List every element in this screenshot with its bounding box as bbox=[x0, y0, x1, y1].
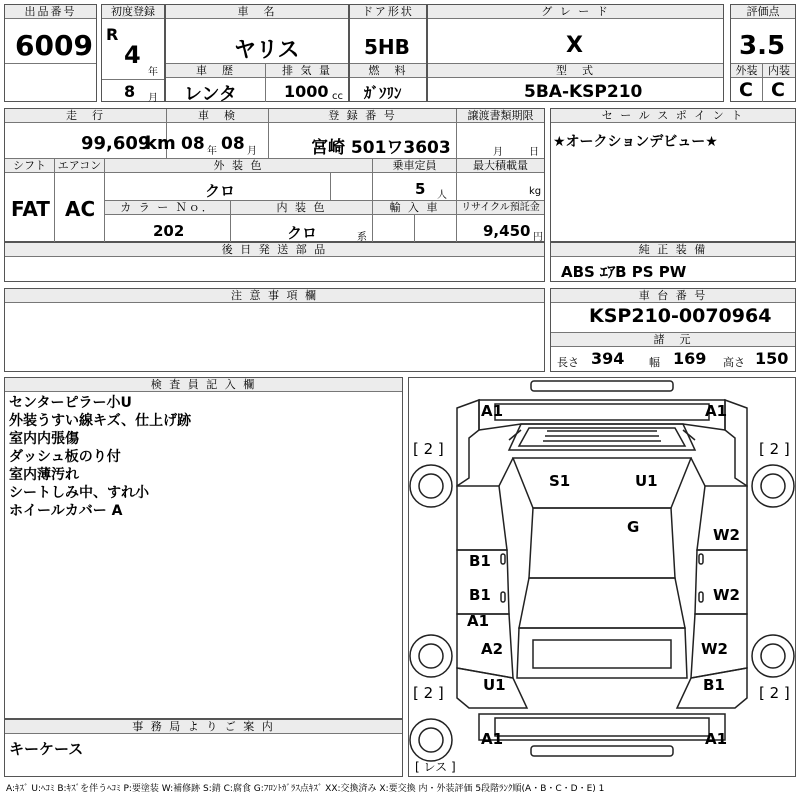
insp-month: 08 bbox=[221, 134, 245, 154]
code-w2-right-1: W2 bbox=[713, 526, 740, 544]
int-color: クロ bbox=[287, 224, 318, 242]
sales-point-box bbox=[550, 108, 796, 242]
code-g: G bbox=[627, 518, 640, 536]
first-reg-label: 初度登録 bbox=[102, 5, 164, 19]
car-name-label: 車 名 bbox=[166, 5, 348, 19]
inspector-line: 室内薄汚れ bbox=[9, 467, 79, 483]
car-name-box bbox=[165, 4, 349, 105]
ext-score-label: 外装 bbox=[731, 64, 763, 78]
int-color-label: 内 装 色 bbox=[231, 201, 373, 215]
code-b1-left-2: B1 bbox=[469, 586, 491, 604]
displacement: 1000 bbox=[284, 82, 329, 101]
ext-color: クロ bbox=[205, 182, 236, 200]
inspector-line: 外装うすい線キズ、仕上げ跡 bbox=[9, 413, 192, 429]
plate-number: 宮崎 501ワ3603 bbox=[311, 138, 451, 158]
legend: A:ｷｽﾞ U:ﾍｺﾐ B:ｷｽﾞを伴うﾍｺﾐ P:要塗装 W:補修跡 S:錆 C:腐食 G:ﾌﾛﾝﾄｶﾞﾗｽ点ｷｽﾞ XX:交換済み X:要交換 内・外装評価 5段階ﾗﾝｸ順(A・B・C・D・E) 1 bbox=[6, 784, 605, 794]
grade-label: グ レ ー ド bbox=[428, 5, 723, 19]
office-label: 事 務 局 よ り ご 案 内 bbox=[5, 720, 402, 734]
code-a1-bottom-right: A1 bbox=[705, 730, 728, 748]
ac: AC bbox=[65, 197, 96, 221]
code-a2: A2 bbox=[481, 640, 504, 658]
import-label: 輸 入 車 bbox=[373, 201, 457, 215]
fuel: ｶﾞｿﾘﾝ bbox=[364, 84, 402, 102]
transfer-month-unit: 月 bbox=[493, 147, 503, 158]
width: 169 bbox=[673, 349, 707, 368]
vehicle-info-box bbox=[4, 108, 545, 242]
first-registration-box bbox=[101, 4, 165, 102]
code-w2-right-2: W2 bbox=[713, 586, 740, 604]
car-name: ヤリス bbox=[234, 38, 300, 63]
code-b1-left-1: B1 bbox=[469, 552, 491, 570]
transfer-day-unit: 日 bbox=[529, 147, 539, 158]
load-label: 最大積載量 bbox=[457, 159, 544, 173]
width-label: 幅 bbox=[649, 356, 660, 369]
grade-box bbox=[427, 4, 724, 102]
fuel-label: 燃 料 bbox=[350, 64, 426, 78]
ac-label: エアコン bbox=[55, 159, 105, 173]
lot-label: 出品番号 bbox=[5, 5, 96, 19]
tire-rear-right: [ 2 ] bbox=[759, 684, 790, 702]
model-label: 型 式 bbox=[428, 64, 723, 78]
door-label: ドア形状 bbox=[350, 5, 426, 19]
history-label: 車 歴 bbox=[166, 64, 266, 78]
car-outline bbox=[409, 378, 795, 776]
code-a1-top-left: A1 bbox=[481, 402, 504, 420]
inspector-line: ホイールカバー A bbox=[9, 503, 123, 519]
shift: FAT bbox=[11, 197, 50, 221]
code-u1-top: U1 bbox=[635, 472, 658, 490]
insp-year-unit: 年 bbox=[207, 146, 217, 157]
sales-point-label: セ ー ル ス ポ イ ン ト bbox=[551, 109, 795, 123]
capacity-unit: 人 bbox=[437, 190, 447, 201]
lot-number: 6009 bbox=[15, 29, 93, 62]
era: R bbox=[106, 25, 119, 44]
transfer-label: 譲渡書類期限 bbox=[457, 109, 544, 123]
code-a1-left: A1 bbox=[467, 612, 490, 630]
tire-front-left: [ 2 ] bbox=[413, 440, 444, 458]
equipment-label: 純 正 装 備 bbox=[551, 243, 795, 257]
chassis-number: KSP210-0070964 bbox=[589, 305, 772, 327]
month-unit: 月 bbox=[148, 93, 158, 104]
grade: X bbox=[566, 33, 583, 58]
later-parts-label: 後 日 発 送 部 品 bbox=[5, 243, 544, 257]
code-a1-top-right: A1 bbox=[705, 402, 728, 420]
tire-rear-left: [ 2 ] bbox=[413, 684, 444, 702]
mileage: 99,609 bbox=[81, 133, 151, 154]
length: 394 bbox=[591, 349, 625, 368]
notes-box bbox=[4, 288, 545, 372]
yen-unit: 円 bbox=[533, 232, 543, 243]
office-text: キーケース bbox=[9, 740, 84, 758]
inspection-label: 車 検 bbox=[167, 109, 269, 123]
recycle-label: リサイクル預託金 bbox=[457, 201, 544, 215]
score: 3.5 bbox=[739, 31, 786, 61]
color-no-label: カ ラ ー Ｎｏ． bbox=[105, 201, 231, 215]
insp-year: 08 bbox=[181, 134, 205, 154]
capacity-label: 乗車定員 bbox=[373, 159, 457, 173]
height: 150 bbox=[755, 349, 789, 368]
color-no: 202 bbox=[153, 222, 185, 240]
inspector-line: 室内内張傷 bbox=[9, 431, 79, 447]
equipment-box bbox=[550, 242, 796, 282]
ext-color-label: 外 装 色 bbox=[105, 159, 373, 173]
code-a1-bottom-left: A1 bbox=[481, 730, 504, 748]
load-unit: kg bbox=[529, 186, 542, 197]
inspector-line: センターピラー小U bbox=[9, 395, 132, 411]
reg-year: 4 bbox=[124, 41, 141, 69]
score-label: 評価点 bbox=[731, 5, 795, 19]
inspector-notes bbox=[9, 394, 191, 520]
shift-label: シフト bbox=[5, 159, 55, 173]
displacement-label: 排 気 量 bbox=[266, 64, 348, 78]
door-type: 5HB bbox=[364, 35, 410, 59]
reg-month: 8 bbox=[124, 82, 136, 101]
plate-label: 登 録 番 号 bbox=[269, 109, 457, 123]
sales-point-text: ★オークションデビュー★ bbox=[553, 134, 718, 150]
equipment: ABS ｴｱB PS PW bbox=[561, 263, 687, 281]
code-s1: S1 bbox=[549, 472, 571, 490]
height-label: 高さ bbox=[723, 356, 745, 369]
code-w2-right-3: W2 bbox=[701, 640, 728, 658]
notes-label: 注 意 事 項 欄 bbox=[5, 289, 544, 303]
cc-unit: cc bbox=[332, 91, 343, 102]
capacity: 5 bbox=[415, 180, 426, 198]
chassis-box bbox=[550, 288, 796, 372]
code-u1-left: U1 bbox=[483, 676, 506, 694]
int-score-label: 内装 bbox=[763, 64, 795, 78]
int-color-unit: 系 bbox=[357, 232, 367, 243]
int-score: C bbox=[771, 79, 785, 101]
later-parts-box bbox=[4, 242, 545, 282]
tire-front-right: [ 2 ] bbox=[759, 440, 790, 458]
mileage-label: 走 行 bbox=[5, 109, 167, 123]
inspector-line: ダッシュ板のり付 bbox=[9, 449, 121, 465]
ext-score: C bbox=[739, 79, 753, 101]
inspector-box bbox=[4, 377, 403, 719]
score-box bbox=[730, 4, 796, 102]
inspector-label: 検 査 員 記 入 欄 bbox=[5, 378, 402, 392]
year-unit: 年 bbox=[148, 67, 158, 78]
code-b1-right: B1 bbox=[703, 676, 725, 694]
model-code: 5BA-KSP210 bbox=[524, 82, 643, 102]
chassis-label: 車 台 番 号 bbox=[551, 289, 795, 303]
car-diagram bbox=[408, 377, 796, 777]
recycle-amount: 9,450 bbox=[483, 222, 531, 240]
office-box bbox=[4, 719, 403, 777]
door-box bbox=[349, 4, 427, 102]
insp-month-unit: 月 bbox=[247, 146, 257, 157]
inspector-line: シートしみ中、すれ小 bbox=[9, 485, 149, 501]
spare-tire: [ レス ] bbox=[415, 760, 456, 774]
history: レンタ bbox=[184, 84, 237, 105]
lot-number-box bbox=[4, 4, 97, 102]
dims-label: 諸 元 bbox=[551, 333, 795, 347]
km-unit: km bbox=[145, 133, 176, 154]
length-label: 長さ bbox=[557, 356, 579, 369]
